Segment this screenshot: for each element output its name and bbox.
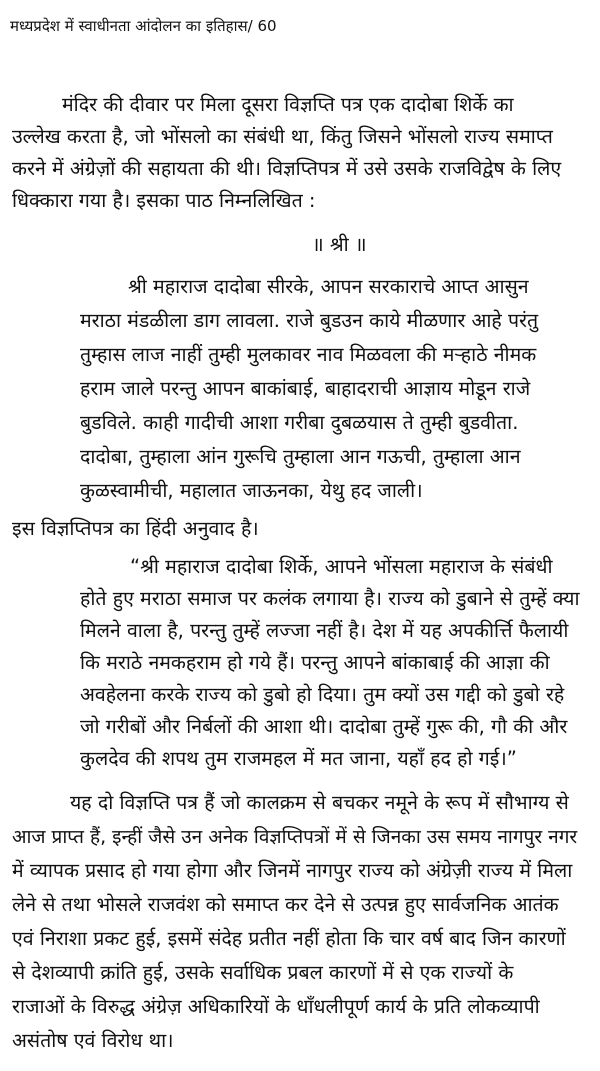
intro-line-4: धिक्कारा गया है। इसका पाठ निम्नलिखित : xyxy=(12,189,316,212)
hindi-line-7: कुलदेव की शपथ तुम राजमहल में मत जाना, यहाँ हद हो गई।” xyxy=(80,747,517,770)
intro-line-2: उल्लेख करता है, जो भोंसलो का संबंधी था, किंतु जिसने भोंसलो राज्य समाप्त xyxy=(12,125,553,148)
closing-line-1: यह दो विज्ञप्ति पत्र हैं जो कालक्रम से बचकर नमूने के रूप में सौभाग्य से xyxy=(70,791,569,814)
hindi-line-2: होते हुए मराठा समाज पर कलंक लगाया है। राज्य को डुबाने से तुम्हें क्या xyxy=(80,587,580,610)
hindi-line-4: कि मराठे नमकहराम हो गये हैं। परन्तु आपने बांकाबाई की आज्ञा की xyxy=(80,651,550,674)
closing-line-7: राजाओं के विरुद्ध अंग्रेज़ अधिकारियों के धाँधलीपूर्ण कार्य के प्रति लोकव्यापी xyxy=(12,995,540,1018)
closing-line-4: लेने से तथा भोसले राजवंश को समाप्त कर देने से उत्पन्न हुए सार्वजनिक आतंक xyxy=(12,893,559,916)
hindi-line-3: मिलने वाला है, परन्तु तुम्हें लज्जा नहीं है। देश में यह अपकीर्त्ति फैलायी xyxy=(80,619,569,642)
intro-line-1: मंदिर की दीवार पर मिला दूसरा विज्ञप्ति पत्र एक दादोबा शिर्के का xyxy=(62,93,514,116)
marathi-line-4: हराम जाले परन्तु आपन बाकांबाई, बाहादराची आज्ञाय मोडून राजे xyxy=(80,377,531,400)
marathi-line-5: बुडविले. काही गादीची आशा गरीबा दुबळयास ते तुम्ही बुडवीता. xyxy=(80,411,519,434)
closing-line-5: एवं निराशा प्रकट हुई, इसमें संदेह प्रतीत नहीं होता कि चार वर्ष बाद जिन कारणों xyxy=(12,927,566,950)
closing-line-6: से देशव्यापी क्रांति हुई, उसके सर्वाधिक प्रबल कारणों में से एक राज्यों के xyxy=(12,961,514,984)
closing-line-2: आज प्राप्त हैं, इन्हीं जैसे उन अनेक विज्ञप्तिपत्रों में से जिनका उस समय नागपुर नगर xyxy=(12,826,578,848)
translation-intro: इस विज्ञप्तिपत्र का हिंदी अनुवाद है। xyxy=(12,517,259,540)
hindi-line-6: जो गरीबों और निर्बलों की आशा थी। दादोबा तुम्हें गुरू की, गौ की और xyxy=(80,715,568,738)
running-header: मध्यप्रदेश में स्वाधीनता आंदोलन का इतिहास/ 60 xyxy=(10,17,277,35)
marathi-line-1: श्री महाराज दादोबा सीरके, आपन सरकाराचे आप्त आसुन xyxy=(128,275,529,298)
marathi-line-2: मराठा मंडळीला डाग लावला. राजे बुडउन काये मीळणार आहे परंतु xyxy=(80,309,539,332)
invocation-heading: ॥ श्री ॥ xyxy=(312,233,367,256)
marathi-line-6: दादोबा, तुम्हाला आंन गुरूचि तुम्हाला आन गऊची, तुम्हाला आन xyxy=(80,445,521,468)
hindi-line-1: “श्री महाराज दादोबा शिर्के, आपने भोंसला महाराज के संबंधी xyxy=(130,555,553,578)
closing-line-8: असंतोष एवं विरोध था। xyxy=(12,1029,174,1052)
marathi-line-7: कुळस्वामीची, महालात जाऊनका, येथु हद जाली। xyxy=(80,479,423,502)
closing-line-3: में व्यापक प्रसाद हो गया होगा और जिनमें नागपुर राज्य को अंग्रेज़ी राज्य में मिला xyxy=(12,859,573,882)
marathi-line-3: तुम्हास लाज नाहीं तुम्ही मुलकावर नाव मिळवला की मऱ्हाठे नीमक xyxy=(80,343,537,366)
hindi-line-5: अवहेलना करके राज्य को डुबो हो दिया। तुम क्यों उस गद्दी को डुबो रहे xyxy=(80,683,565,706)
intro-line-3: करने में अंग्रेज़ों की सहायता की थी। विज्ञप्तिपत्र में उसे उसके राजविद्वेष के लिए xyxy=(12,157,562,180)
